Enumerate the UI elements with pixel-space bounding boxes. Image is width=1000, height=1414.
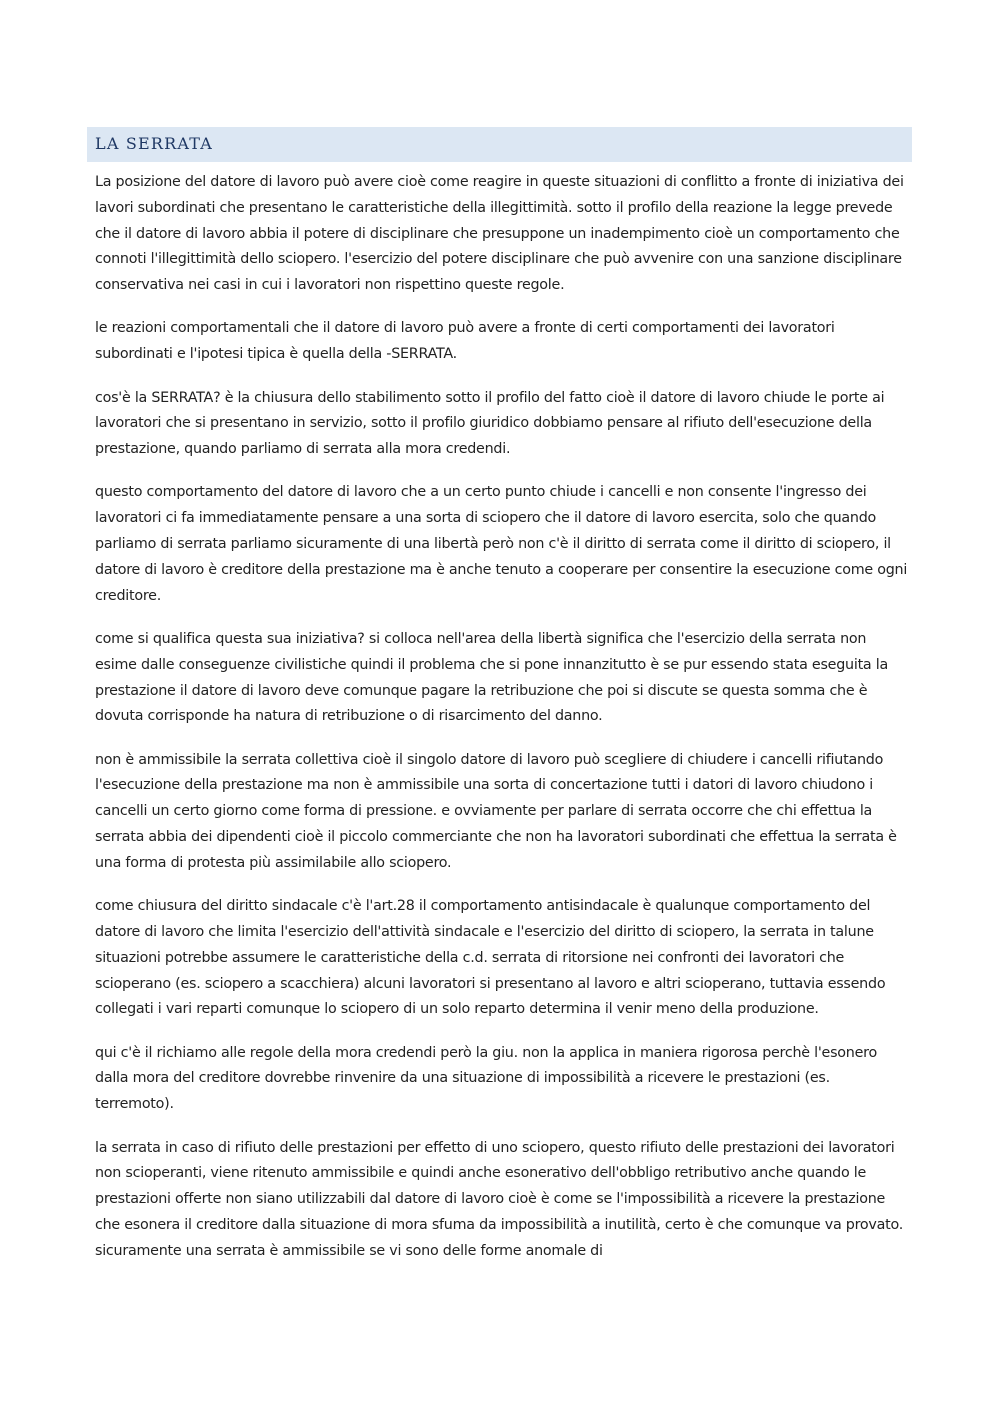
section-title: LA SERRATA	[95, 134, 214, 153]
paragraph: qui c'è il richiamo alle regole della mora credendi però la giu. non la applica in maniera rigorosa perchè l'esonero dalla mora del creditore dovrebbe rinvenire da una situazione di impossibilità a ricevere le prestazioni (es. terremoto).	[95, 1044, 877, 1113]
paragraph: non è ammissibile la serrata collettiva cioè il singolo datore di lavoro può scegliere di chiudere i cancelli rifiutando l'esecuzione della prestazione ma non è ammissibile una sorta di concertazione tutti i datori di lavoro chiudono i cancelli un certo giorno come forma di pressione. e ovviamente per parlare di serrata occorre che chi effettua la serrata abbia dei dipendenti cioè il piccolo commerciante che non ha lavoratori subordinati che effettua la serrata è una forma di protesta più assimilabile allo sciopero.	[95, 751, 897, 871]
paragraph: come chiusura del diritto sindacale c'è l'art.28 il comportamento antisindacale è qualunque comportamento del datore di lavoro che limita l'esercizio dell'attività sindacale e l'esercizio del diritto di sciopero, la serrata in talune situazioni potrebbe assumere le caratteristiche della c.d. serrata di ritorsione nei confronti dei lavoratori che scioperano (es. sciopero a scacchiera) alcuni lavoratori si presentano al lavoro e altri scioperano, tuttavia essendo collegati i vari reparti comunque lo sciopero di un solo reparto determina il venir meno della produzione.	[95, 898, 886, 1018]
paragraph: questo comportamento del datore di lavoro che a un certo punto chiude i cancelli e non consente l'ingresso dei lavoratori ci fa immediatamente pensare a una sorta di sciopero che il datore di lavoro esercita, solo che quando parliamo di serrata parliamo sicuramente di una libertà però non c'è il diritto di serrata come il diritto di sciopero, il datore di lavoro è creditore della prestazione ma è anche tenuto a cooperare per consentire la esecuzione come ogni creditore.	[95, 484, 908, 604]
paragraph: come si qualifica questa sua iniziativa? si colloca nell'area della libertà significa che l'esercizio della serrata non esime dalle conseguenze civilistiche quindi il problema che si pone innanzitutto è se pur essendo stata eseguita la prestazione il datore di lavoro deve comunque pagare la retribuzione che poi si discute se questa somma che è dovuta corrisponde ha natura di retribuzione o di risarcimento del danno.	[95, 630, 888, 725]
document-body	[95, 170, 910, 1282]
paragraph: la serrata in caso di rifiuto delle prestazioni per effetto di uno sciopero, questo rifiuto delle prestazioni dei lavoratori non scioperanti, viene ritenuto ammissibile e quindi anche esonerativo dell'obbligo retributivo anche quando le prestazioni offerte non siano utilizzabili dal datore di lavoro cioè è come se l'impossibilità a ricevere la prestazione che esonera il creditore dalla situazione di mora sfuma da impossibilità a inutilità, certo è che comunque va provato. sicuramente una serrata è ammissibile se vi sono delle forme anomale di	[95, 1139, 904, 1259]
paragraph: La posizione del datore di lavoro può avere cioè come reagire in queste situazioni di conflitto a fronte di iniziativa dei lavori subordinati che presentano le caratteristiche della illegittimità. sotto il profilo della reazione la legge prevede che il datore di lavoro abbia il potere di disciplinare che presuppone un inadempimento cioè un comportamento che connoti l'illegittimità dello sciopero. l'esercizio del potere disciplinare che può avvenire con una sanzione disciplinare conservativa nei casi in cui i lavoratori non rispettino queste regole.	[95, 174, 904, 294]
section-heading-bar	[87, 127, 912, 162]
paragraph: le reazioni comportamentali che il datore di lavoro può avere a fronte di certi comportamenti dei lavoratori subordinati e l'ipotesi tipica è quella della -SERRATA.	[95, 320, 835, 363]
paragraph: cos'è la SERRATA? è la chiusura dello stabilimento sotto il profilo del fatto cioè il datore di lavoro chiude le porte ai lavoratori che si presentano in servizio, sotto il profilo giuridico dobbiamo pensare al rifiuto dell'esecuzione della prestazione, quando parliamo di serrata alla mora credendi.	[95, 389, 885, 458]
